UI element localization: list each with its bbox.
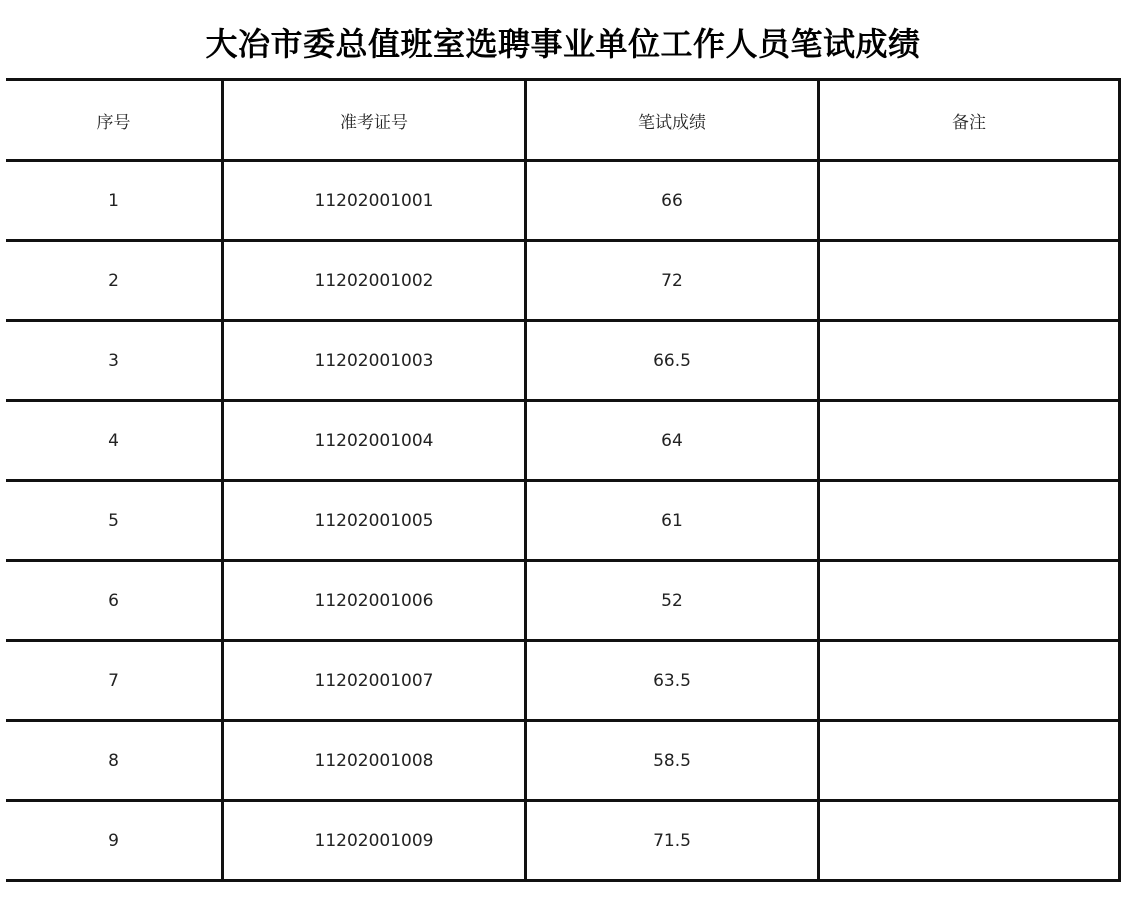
cell-written-score: 66.5 — [526, 321, 819, 401]
cell-number: 4 — [6, 401, 223, 481]
cell-written-score: 64 — [526, 401, 819, 481]
cell-written-score: 61 — [526, 481, 819, 561]
table-row — [6, 401, 1120, 481]
header-number: 序号 — [6, 80, 223, 161]
cell-remarks — [819, 401, 1120, 481]
cell-remarks — [819, 161, 1120, 241]
header-ticket-number: 准考证号 — [223, 80, 526, 161]
cell-remarks — [819, 721, 1120, 801]
cell-written-score: 72 — [526, 241, 819, 321]
cell-remarks — [819, 481, 1120, 561]
cell-written-score: 66 — [526, 161, 819, 241]
table-row — [6, 801, 1120, 881]
table-row — [6, 161, 1120, 241]
cell-number: 8 — [6, 721, 223, 801]
table-row — [6, 321, 1120, 401]
cell-number: 6 — [6, 561, 223, 641]
cell-remarks — [819, 321, 1120, 401]
cell-remarks — [819, 561, 1120, 641]
table-header-row — [6, 80, 1120, 161]
table-row — [6, 561, 1120, 641]
table-row — [6, 481, 1120, 561]
cell-ticket-number: 11202001003 — [223, 321, 526, 401]
header-written-score: 笔试成绩 — [526, 80, 819, 161]
cell-written-score: 58.5 — [526, 721, 819, 801]
cell-ticket-number: 11202001008 — [223, 721, 526, 801]
table-row — [6, 721, 1120, 801]
cell-number: 1 — [6, 161, 223, 241]
cell-remarks — [819, 801, 1120, 881]
cell-ticket-number: 11202001004 — [223, 401, 526, 481]
cell-ticket-number: 11202001007 — [223, 641, 526, 721]
cell-number: 7 — [6, 641, 223, 721]
cell-written-score: 63.5 — [526, 641, 819, 721]
cell-remarks — [819, 641, 1120, 721]
cell-written-score: 52 — [526, 561, 819, 641]
cell-written-score: 71.5 — [526, 801, 819, 881]
cell-ticket-number: 11202001002 — [223, 241, 526, 321]
table-row — [6, 241, 1120, 321]
cell-number: 2 — [6, 241, 223, 321]
cell-ticket-number: 11202001009 — [223, 801, 526, 881]
cell-ticket-number: 11202001006 — [223, 561, 526, 641]
page-title: 大冶市委总值班室选聘事业单位工作人员笔试成绩 — [205, 25, 921, 63]
cell-remarks — [819, 241, 1120, 321]
score-table — [6, 78, 1121, 882]
cell-number: 9 — [6, 801, 223, 881]
table-row — [6, 641, 1120, 721]
header-remarks: 备注 — [819, 80, 1120, 161]
cell-number: 3 — [6, 321, 223, 401]
cell-ticket-number: 11202001001 — [223, 161, 526, 241]
cell-ticket-number: 11202001005 — [223, 481, 526, 561]
cell-number: 5 — [6, 481, 223, 561]
